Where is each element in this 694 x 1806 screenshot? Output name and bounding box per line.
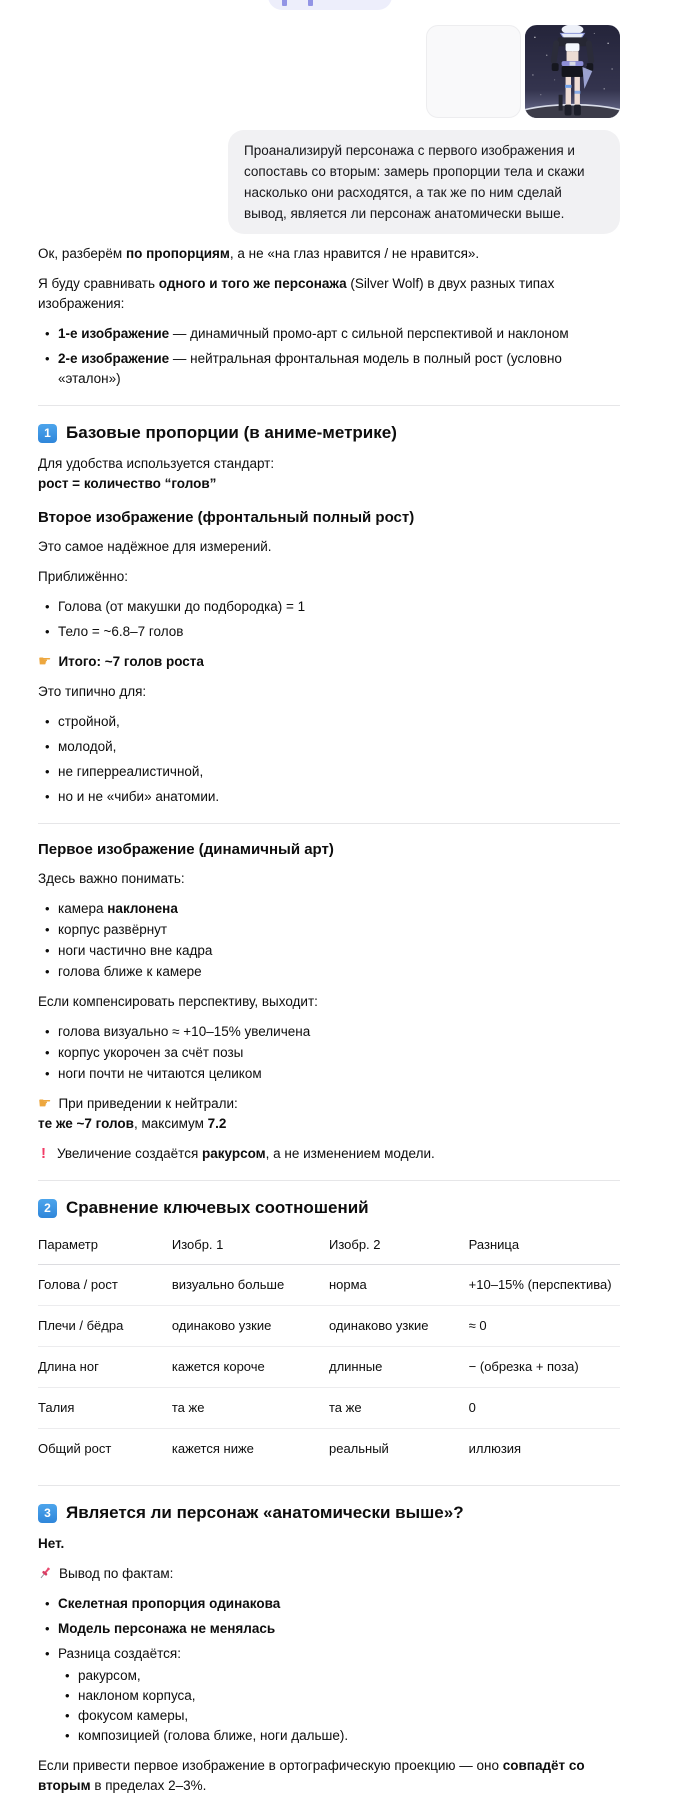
text-line	[38, 1756, 620, 1796]
text: Вывод по фактам:	[59, 1566, 174, 1581]
text: Если привести первое изображение в ортографическую проекцию — оно	[38, 1758, 503, 1773]
list-item	[58, 1619, 620, 1639]
list-item	[58, 962, 620, 982]
text-line	[38, 1534, 620, 1554]
table-cell: +10–15% (перспектива)	[469, 1265, 620, 1306]
text-line	[38, 454, 620, 474]
text: Я буду сравнивать	[38, 276, 159, 291]
column-header: Изобр. 1	[172, 1229, 329, 1265]
text-line	[38, 244, 620, 264]
chat-column	[38, 0, 620, 1806]
user-message-bubble	[228, 130, 620, 234]
list-item	[58, 920, 620, 940]
table-row	[38, 1306, 620, 1347]
column-header: Параметр	[38, 1229, 172, 1265]
text: не гиперреалистичной,	[58, 764, 204, 779]
bold-text: рост = количество “голов”	[38, 476, 217, 491]
section-heading	[38, 1502, 620, 1524]
section-heading	[38, 1197, 620, 1219]
list-item	[58, 1594, 620, 1614]
bullet-list	[38, 324, 620, 389]
red-exclamation-icon: !	[41, 1145, 46, 1162]
table-cell: Талия	[38, 1388, 172, 1429]
text: композицией (голова ближе, ноги дальше).	[78, 1728, 349, 1743]
paragraph	[38, 537, 620, 557]
pushpin-icon	[38, 1564, 52, 1584]
text: Тело = ~6.8–7 голов	[58, 624, 184, 639]
bold-text: Скелетная пропорция одинакова	[58, 1596, 281, 1611]
table-cell: Общий рост	[38, 1441, 112, 1456]
table-cell: кажется ниже	[171, 1441, 254, 1456]
text: ноги частично вне кадра	[58, 943, 213, 958]
text-line	[38, 1094, 620, 1114]
table-cell: иллюзия	[468, 1441, 522, 1456]
bold-text: по пропорциям	[125, 246, 230, 261]
subsection-heading: Первое изображение (динамичный арт)	[38, 841, 334, 858]
section-heading-text: Сравнение ключевых соотношений	[66, 1198, 369, 1217]
table-cell: длинные	[329, 1347, 469, 1388]
text-line	[38, 682, 620, 702]
bullet-list	[38, 1022, 620, 1084]
table-body	[38, 1265, 620, 1470]
text: Ок, разберём	[38, 246, 126, 261]
text: фокусом камеры,	[78, 1708, 189, 1723]
table-cell: Голова / рост	[38, 1265, 172, 1306]
bold-text: Нет.	[38, 1536, 65, 1551]
list-item	[58, 622, 620, 642]
text-line	[38, 1114, 620, 1134]
text-line	[38, 869, 620, 889]
bold-text: Итого: ~7 голов роста	[58, 654, 204, 669]
table-cell: та же	[329, 1388, 469, 1429]
table-row	[38, 1347, 620, 1388]
list-item	[78, 1706, 620, 1726]
character-image	[525, 25, 620, 118]
attachment-image-blank[interactable]	[426, 25, 521, 118]
table-cell: кажется короче	[172, 1347, 329, 1388]
list-item	[58, 712, 620, 732]
text-line	[38, 474, 620, 494]
point-right-icon: ☛	[38, 1095, 52, 1112]
bold-text: те же ~7 голов	[38, 1116, 134, 1131]
paragraph	[38, 682, 620, 702]
table-cell: Плечи / бёдра	[38, 1306, 172, 1347]
section-heading-text: Базовые пропорции (в аниме-метрике)	[66, 423, 397, 442]
list-item	[58, 324, 620, 344]
text-line	[38, 1564, 620, 1584]
text: При приведении к нейтрали:	[58, 1096, 238, 1111]
bold-text: одного и того же персонажа	[158, 276, 347, 291]
list-item	[58, 737, 620, 757]
pill-glyph	[282, 0, 287, 6]
list-item	[58, 1022, 620, 1042]
text: в пределах 2–3%.	[90, 1778, 207, 1793]
list-item	[58, 1644, 620, 1746]
text-line	[38, 274, 620, 314]
keycap-number-icon: 2	[38, 1199, 57, 1218]
list-item	[58, 1043, 620, 1063]
column-header: Изобр. 2	[329, 1229, 469, 1265]
table-cell: та же	[172, 1388, 329, 1429]
table-cell: норма	[329, 1265, 469, 1306]
bullet-list	[38, 899, 620, 982]
bold-text: наклонена	[107, 901, 178, 916]
paragraph	[38, 244, 620, 264]
list-item	[78, 1726, 620, 1746]
subsection-heading: Второе изображение (фронтальный полный рост)	[38, 509, 415, 526]
column-header: Разница	[469, 1229, 620, 1265]
table-cell: 0	[469, 1388, 620, 1429]
paragraph	[38, 1534, 620, 1554]
bold-text: 1-е изображение	[58, 326, 170, 341]
list-item	[58, 1064, 620, 1084]
list-item	[58, 941, 620, 961]
table-row	[38, 1429, 620, 1470]
text: , а не изменением модели.	[265, 1146, 435, 1161]
list-item	[58, 349, 620, 389]
sub-list	[58, 1666, 620, 1746]
text: голова ближе к камере	[58, 964, 202, 979]
divider	[38, 1180, 620, 1181]
text: Это самое надёжное для измерений.	[38, 539, 272, 554]
paragraph	[38, 274, 620, 314]
text: — нейтральная фронтальная модель в полный рост (условно «эталон»)	[58, 351, 562, 386]
list-item	[58, 762, 620, 782]
callout-line	[38, 1094, 620, 1134]
paragraph	[38, 869, 620, 889]
callout-line	[38, 652, 620, 672]
list-item	[78, 1666, 620, 1686]
keycap-number-icon: 1	[38, 424, 57, 443]
text: (Silver Wolf) в двух разных типах изображения:	[38, 276, 555, 311]
table-cell: − (обрезка + поза)	[469, 1347, 620, 1388]
divider	[38, 405, 620, 406]
text: но и не «чиби» анатомии.	[58, 789, 220, 804]
text: Здесь важно понимать:	[38, 871, 185, 886]
table-cell: визуально больше	[172, 1265, 329, 1306]
table-cell: реальный	[328, 1441, 389, 1456]
bold-text: 7.2	[207, 1116, 227, 1131]
point-right-icon: ☛	[38, 653, 52, 670]
table-head	[38, 1229, 620, 1265]
text: наклоном корпуса,	[78, 1688, 196, 1703]
attachment-image-character[interactable]	[525, 25, 620, 118]
table-cell: Длина ног	[38, 1347, 172, 1388]
divider	[38, 823, 620, 824]
paragraph	[38, 992, 620, 1012]
text: , а не «на глаз нравится / не нравится».	[229, 246, 480, 261]
bullet-list	[38, 1594, 620, 1746]
text: Голова (от макушки до подбородка) = 1	[58, 599, 306, 614]
section-heading-text: Является ли персонаж «анатомически выше»?	[66, 1503, 464, 1522]
text: Разница создаётся:	[58, 1646, 181, 1661]
assistant-message	[38, 244, 620, 1796]
bold-text: ракурсом	[202, 1146, 266, 1161]
table-cell: ≈ 0	[469, 1306, 620, 1347]
text: стройной,	[58, 714, 120, 729]
text: Для удобства используется стандарт:	[38, 456, 275, 471]
callout-line	[38, 1144, 620, 1164]
callout-line	[38, 1564, 620, 1584]
text-line	[38, 537, 620, 557]
list-item	[58, 597, 620, 617]
user-attachments	[38, 0, 620, 118]
text: Если компенсировать перспективу, выходит:	[38, 994, 318, 1009]
user-message-text: Проанализируй персонажа с первого изображения и сопоставь со вторым: замерь пропорции тела и скажи насколько они расходятся, а так же по ним сделай вывод, является ли персонаж анатомически выше.	[244, 143, 585, 221]
text: Это типично для:	[38, 684, 147, 699]
paragraph	[38, 567, 620, 587]
list-item	[78, 1686, 620, 1706]
text: камера	[58, 901, 108, 916]
text: , максимум	[133, 1116, 208, 1131]
list-item	[58, 899, 620, 919]
paragraph	[38, 454, 620, 494]
paragraph	[38, 1756, 620, 1796]
text: корпус развёрнут	[58, 922, 168, 937]
text-line	[38, 652, 620, 672]
collapsed-top-pill[interactable]	[268, 0, 392, 10]
section-heading	[38, 422, 620, 444]
bold-text: Модель персонажа не менялась	[58, 1621, 276, 1636]
text: — динамичный промо-арт с сильной перспективой и наклоном	[169, 326, 569, 341]
table-row	[38, 1265, 620, 1306]
bullet-list	[38, 712, 620, 807]
text: корпус укорочен за счёт позы	[58, 1045, 244, 1060]
text: молодой,	[58, 739, 117, 754]
table-cell: одинаково узкие	[172, 1306, 329, 1347]
bullet-list	[38, 597, 620, 642]
table-header-row	[38, 1229, 620, 1265]
text: голова визуально ≈ +10–15% увеличена	[58, 1024, 311, 1039]
table-row	[38, 1388, 620, 1429]
text: ракурсом,	[78, 1668, 141, 1683]
text: Увеличение создаётся	[57, 1146, 202, 1161]
list-item	[58, 787, 620, 807]
bold-text: 2-е изображение	[58, 351, 170, 366]
text-line	[38, 992, 620, 1012]
divider	[38, 1485, 620, 1486]
comparison-table	[38, 1229, 620, 1469]
pill-glyph	[308, 0, 313, 6]
bold-text: совпадёт со вторым	[38, 1758, 585, 1793]
text: Приближённо:	[38, 569, 129, 584]
table-cell: одинаково узкие	[329, 1306, 469, 1347]
text-line	[38, 567, 620, 587]
text: ноги почти не читаются целиком	[58, 1066, 262, 1081]
text-line	[38, 1144, 620, 1164]
keycap-number-icon: 3	[38, 1504, 57, 1523]
